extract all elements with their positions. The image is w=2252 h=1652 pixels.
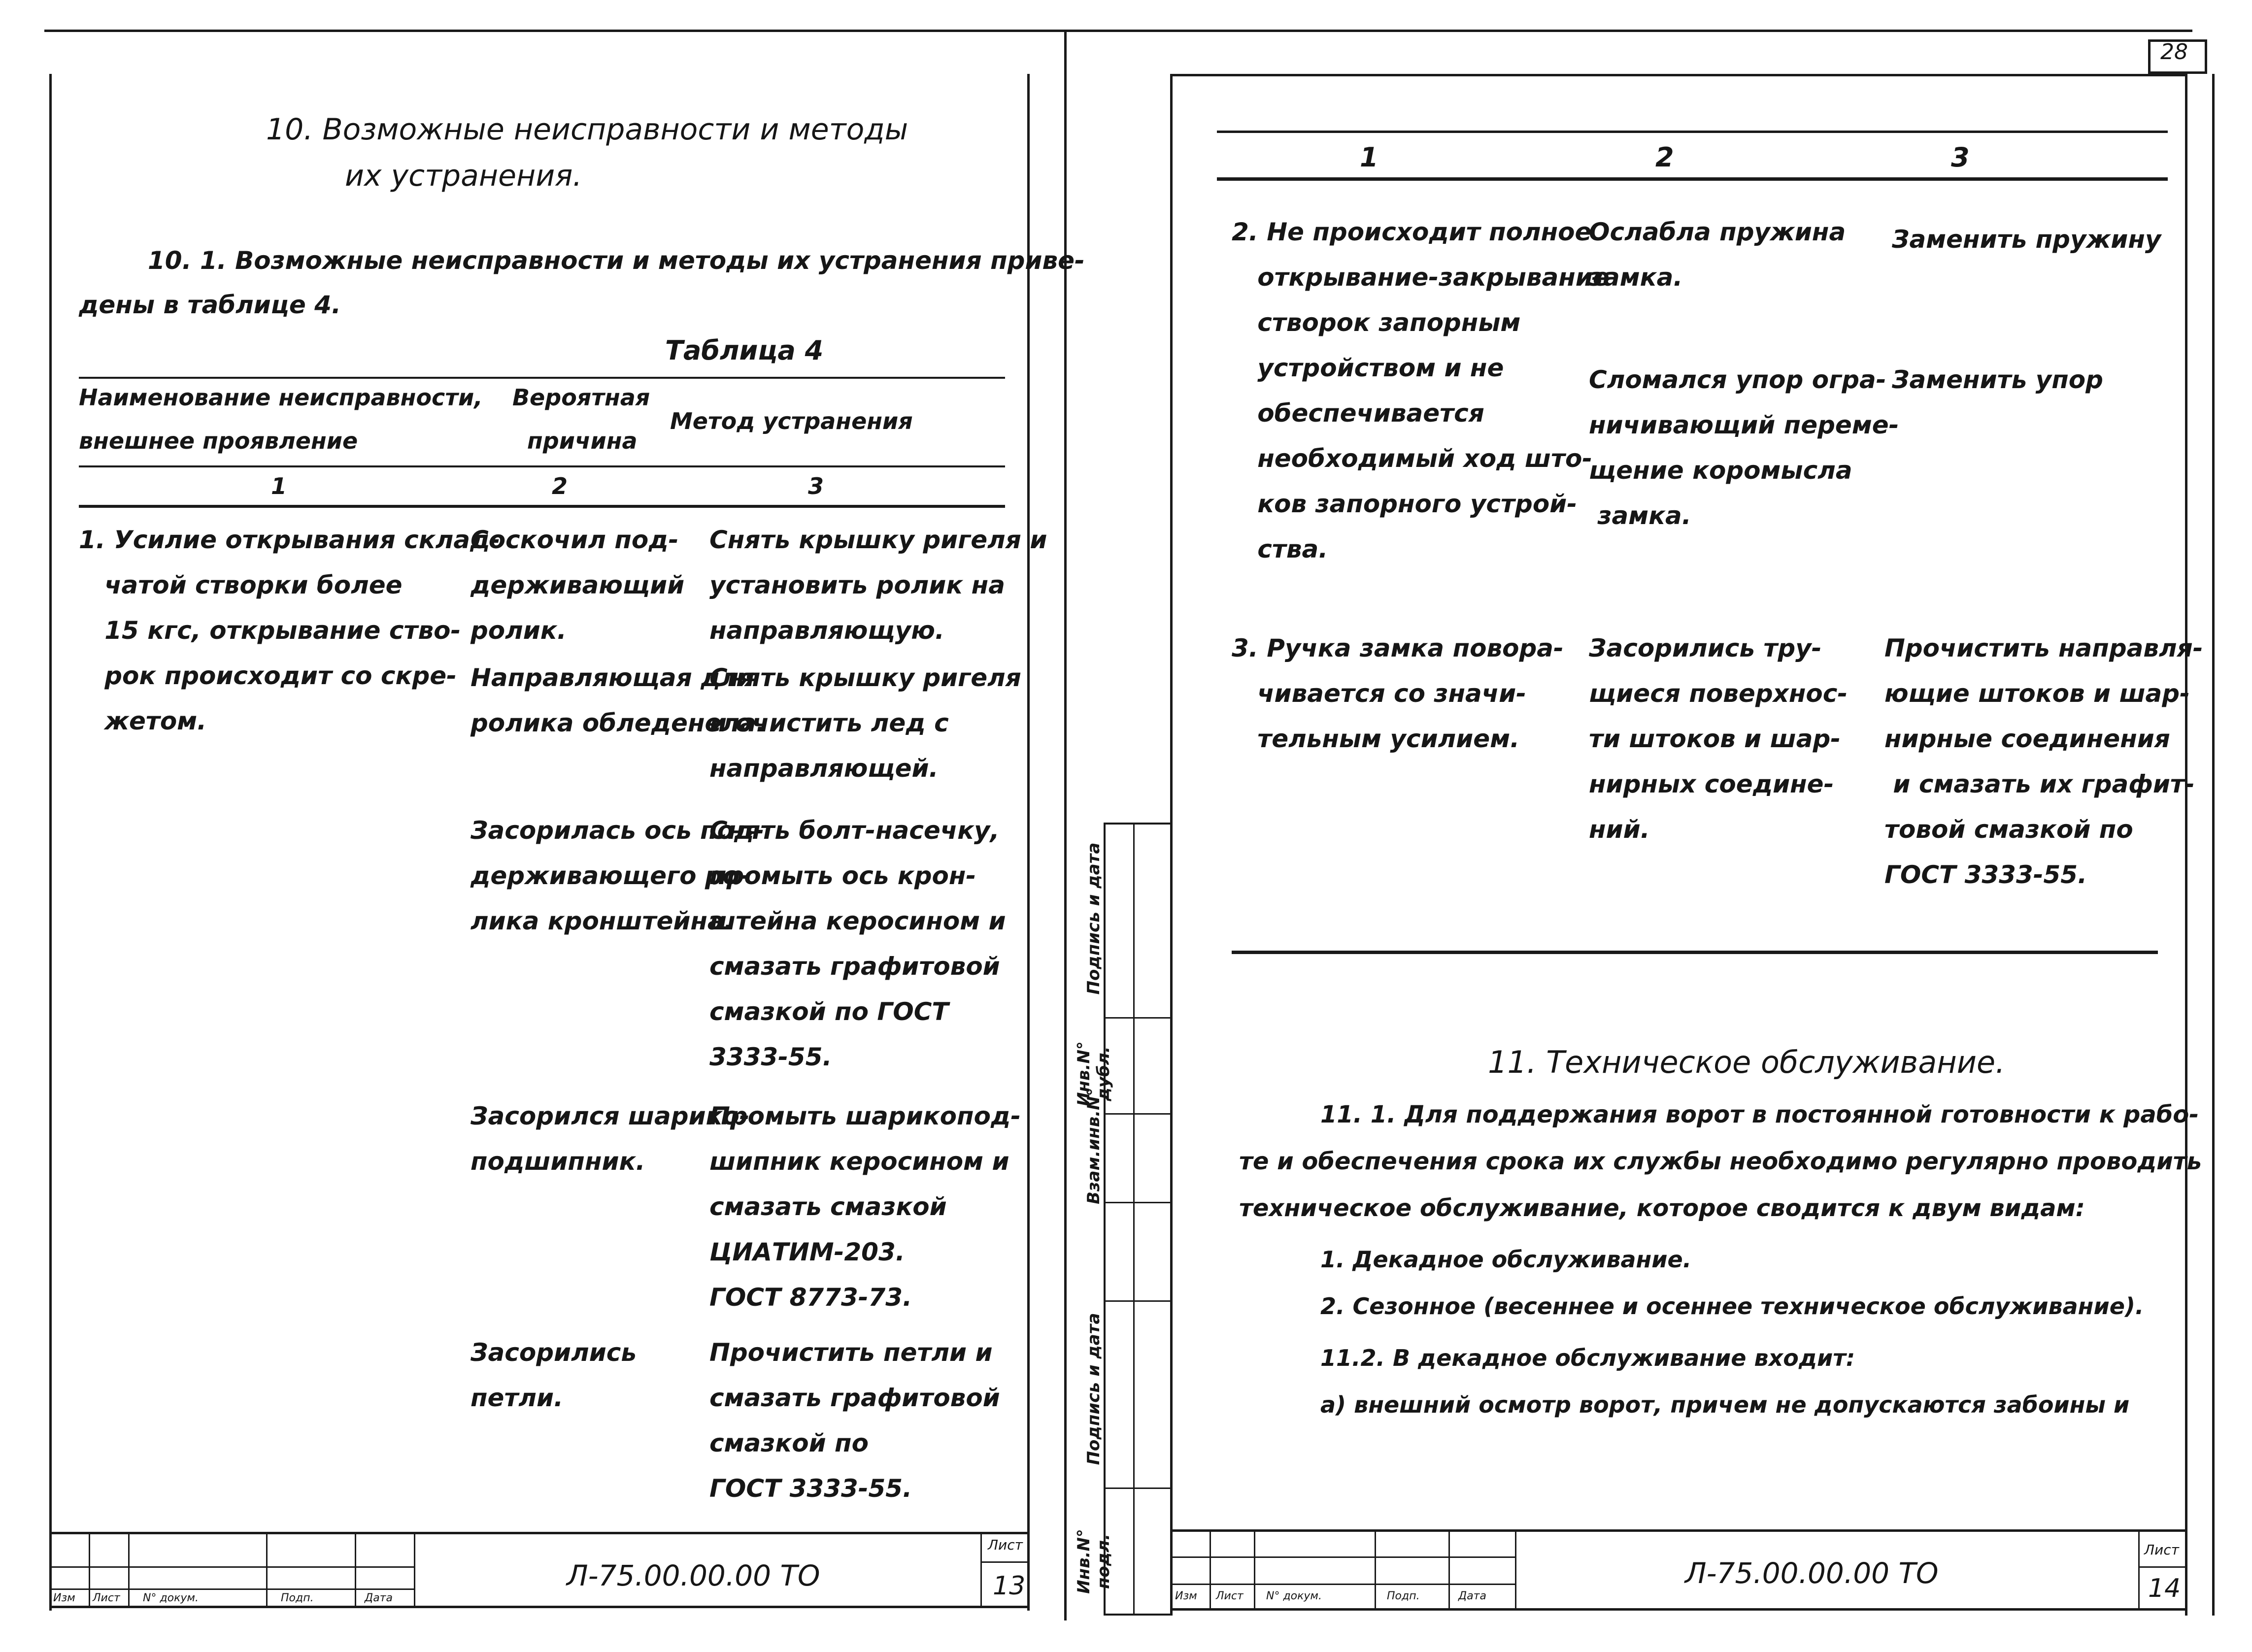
cause-1: Соскочил под- держивающий ролик.: [471, 526, 685, 645]
left-stamp-sheet-label: Лист: [988, 1537, 1023, 1553]
side-stamp-column: [1104, 823, 1173, 1616]
section-11-para-line1: 11. 1. Для поддержания ворот в постоянной готовности к рабо-: [1320, 1101, 2199, 1128]
left-stamp-label-list: Лист: [93, 1592, 120, 1604]
right-table-header-num1: 1: [1360, 142, 1378, 173]
table-header-col1-line1: Наименование неисправности,: [79, 384, 483, 411]
method-1: Снять крышку ригеля и установить ролик на направляющую.: [709, 526, 1047, 645]
method-2: Снять крышку ригеля и очистить лед с направляющей.: [709, 663, 1021, 783]
row-2-method-2: Заменить упор: [1892, 365, 2103, 394]
left-stamp-code: Л-75.00.00.00 ТО: [567, 1559, 820, 1592]
left-stamp-vline4: [355, 1532, 356, 1606]
right-table-bottom-line: [1232, 951, 2158, 954]
table-header-col1-line2: внешнее проявление: [79, 428, 358, 454]
cause-4: Засорился шарико- подшипник.: [471, 1102, 750, 1176]
side-stamp-div4: [1104, 1300, 1173, 1302]
section-title-10: 10. Возможные неисправности и методы: [266, 112, 908, 147]
side-stamp-inner-vline: [1133, 823, 1135, 1616]
left-stamp-label-doc: N° докум.: [143, 1592, 199, 1604]
sheet-number: 28: [2160, 39, 2188, 65]
table-header-col2-line1: Вероятная: [512, 384, 650, 411]
table-row-1-problem: 1. Усилие открывания склад- чатой створки более 15 кгс, открывание ство- рок происходит со скре- жетом.: [79, 526, 501, 735]
row-3-method: Прочистить направля- ющие штоков и шар- нирные соединения и смазать их графит- товой смазкой по ГОСТ 3333-55.: [1884, 634, 2203, 889]
section-11-item-a: а) внешний осмотр ворот, причем не допускаются забоины и: [1320, 1391, 2130, 1418]
table-header-num2: 2: [552, 473, 568, 499]
right-stamp-vline1: [1210, 1529, 1211, 1608]
right-table-header-num2: 2: [1655, 142, 1674, 173]
right-page-number: 14: [2148, 1574, 2181, 1603]
right-page-outer-border: [2212, 74, 2215, 1616]
left-stamp-label-izm: Изм: [53, 1592, 75, 1604]
table-header-col3: Метод устранения: [670, 408, 913, 434]
right-stamp-sheet-label: Лист: [2144, 1542, 2179, 1558]
left-stamp-vline1: [89, 1532, 90, 1606]
right-table-top-line: [1217, 131, 2168, 133]
left-stamp-vline5: [414, 1532, 415, 1606]
row-2-cause-2: Сломался упор огра- ничивающий переме- щение коромысла замка.: [1589, 365, 1899, 530]
cause-3: Засорилась ось под- держивающего ро- лика кронштейна.: [471, 816, 765, 935]
row-2-method-1: Заменить пружину: [1892, 225, 2161, 254]
table-header-num3: 3: [808, 473, 824, 499]
right-page-top-border: [1170, 74, 2185, 76]
method-5: Прочистить петли и смазать графитовой смазкой по ГОСТ 3333-55.: [709, 1338, 1000, 1503]
left-stamp-sheet-divider: [980, 1561, 1030, 1563]
right-stamp-label-date: Дата: [1458, 1590, 1486, 1602]
table-header-num1: 1: [271, 473, 287, 499]
left-stamp-top: [49, 1532, 1030, 1534]
top-scan-edge: [44, 30, 2192, 32]
right-stamp-row2: [1170, 1584, 1515, 1585]
side-label-podpis-1: Подпись и дата: [1084, 842, 1104, 995]
right-stamp-vline2: [1254, 1529, 1255, 1608]
right-stamp-row1: [1170, 1556, 1515, 1558]
right-stamp-vline4: [1448, 1529, 1450, 1608]
left-stamp-label-date: Дата: [365, 1592, 393, 1604]
side-label-podpis-2: Подпись и дата: [1084, 1313, 1104, 1465]
left-stamp-label-sign: Подп.: [281, 1592, 314, 1604]
side-label-vzam: Взам.инв.N°: [1084, 1088, 1104, 1204]
table-caption: Таблица 4: [665, 335, 824, 366]
right-table-header-bottom: [1217, 177, 2168, 181]
table-row-3-problem: 3. Ручка замка повора- чивается со значи- тельным усилием.: [1232, 634, 1564, 753]
cause-5: Засорились петли.: [471, 1338, 637, 1412]
left-page-right-border: [1027, 74, 1030, 1611]
right-stamp-label-doc: N° докум.: [1266, 1590, 1322, 1602]
intro-line-2: дены в таблице 4.: [79, 291, 341, 319]
row-2-cause-1: Ослабла пружина замка.: [1589, 218, 1846, 292]
right-table-header-num3: 3: [1951, 142, 1970, 173]
section-11-item-2: 2. Сезонное (весеннее и осеннее техническое обслуживание).: [1320, 1293, 2144, 1320]
side-stamp-div3: [1104, 1202, 1173, 1203]
left-stamp-vline6: [980, 1532, 982, 1606]
left-stamp-vline3: [266, 1532, 268, 1606]
left-stamp-row: [49, 1566, 414, 1568]
right-stamp-vline6: [2138, 1529, 2140, 1608]
table-row-2-problem: 2. Не происходит полное открывание-закрывание створок запорным устройством и не обеспечивается необходимый ход што- ков запорного устрой- ства.: [1232, 218, 1610, 563]
cause-2: Направляющая для ролика обледенела.: [471, 663, 766, 737]
method-3: Снять болт-насечку, промыть ось крон- штейна керосином и смазать графитовой смазкой по ГОСТ 3333-55.: [709, 816, 1006, 1071]
right-stamp-top: [1170, 1529, 2187, 1532]
right-stamp-label-sign: Подп.: [1387, 1590, 1420, 1602]
right-stamp-sheet-divider: [2138, 1566, 2187, 1568]
side-stamp-div1: [1104, 1017, 1173, 1019]
section-title-10-cont: их устранения.: [345, 159, 582, 193]
right-stamp-vline5: [1515, 1529, 1516, 1608]
side-stamp-div5: [1104, 1487, 1173, 1489]
right-stamp-label-list: Лист: [1216, 1590, 1244, 1602]
left-stamp-bottom: [49, 1606, 1030, 1608]
right-stamp-vline3: [1375, 1529, 1376, 1608]
table-header-col2-line2: причина: [527, 428, 638, 454]
left-stamp-row2: [49, 1588, 414, 1590]
right-stamp-code: Л-75.00.00.00 ТО: [1685, 1556, 1939, 1590]
row-3-cause: Засорились тру- щиеся поверхнос- ти штоков и шар- нирных соедине- ний.: [1589, 634, 1848, 844]
section-11-item-1: 1. Декадное обслуживание.: [1320, 1246, 1692, 1273]
table-header-divider: [79, 465, 1005, 467]
method-4: Промыть шарикопод- шипник керосином и смазать смазкой ЦИАТИМ-203. ГОСТ 8773-73.: [709, 1102, 1021, 1312]
side-stamp-div2: [1104, 1113, 1173, 1115]
table-top-line: [79, 377, 1005, 379]
right-stamp-bottom: [1170, 1608, 2187, 1611]
table-header-bottom: [79, 505, 1005, 508]
section-title-11: 11. Техническое обслуживание.: [1488, 1044, 2005, 1080]
section-11-para-line2: те и обеспечения срока их службы необходимо регулярно проводить: [1239, 1148, 2202, 1175]
left-page-number: 13: [993, 1571, 1026, 1601]
right-stamp-label-izm: Изм: [1175, 1590, 1197, 1602]
side-label-inv-dubl: Инв.N° дубл.: [1074, 1041, 1113, 1106]
section-11-para-line3: техническое обслуживание, которое сводится к двум видам:: [1239, 1194, 2085, 1222]
left-page-left-border: [49, 74, 52, 1611]
section-11-para-2: 11.2. В декадное обслуживание входит:: [1320, 1345, 1855, 1371]
side-label-inv-podl: Инв.N° подл.: [1074, 1529, 1113, 1594]
left-stamp-vline2: [128, 1532, 130, 1606]
intro-line-1: 10. 1. Возможные неисправности и методы их устранения приве-: [148, 246, 1085, 275]
